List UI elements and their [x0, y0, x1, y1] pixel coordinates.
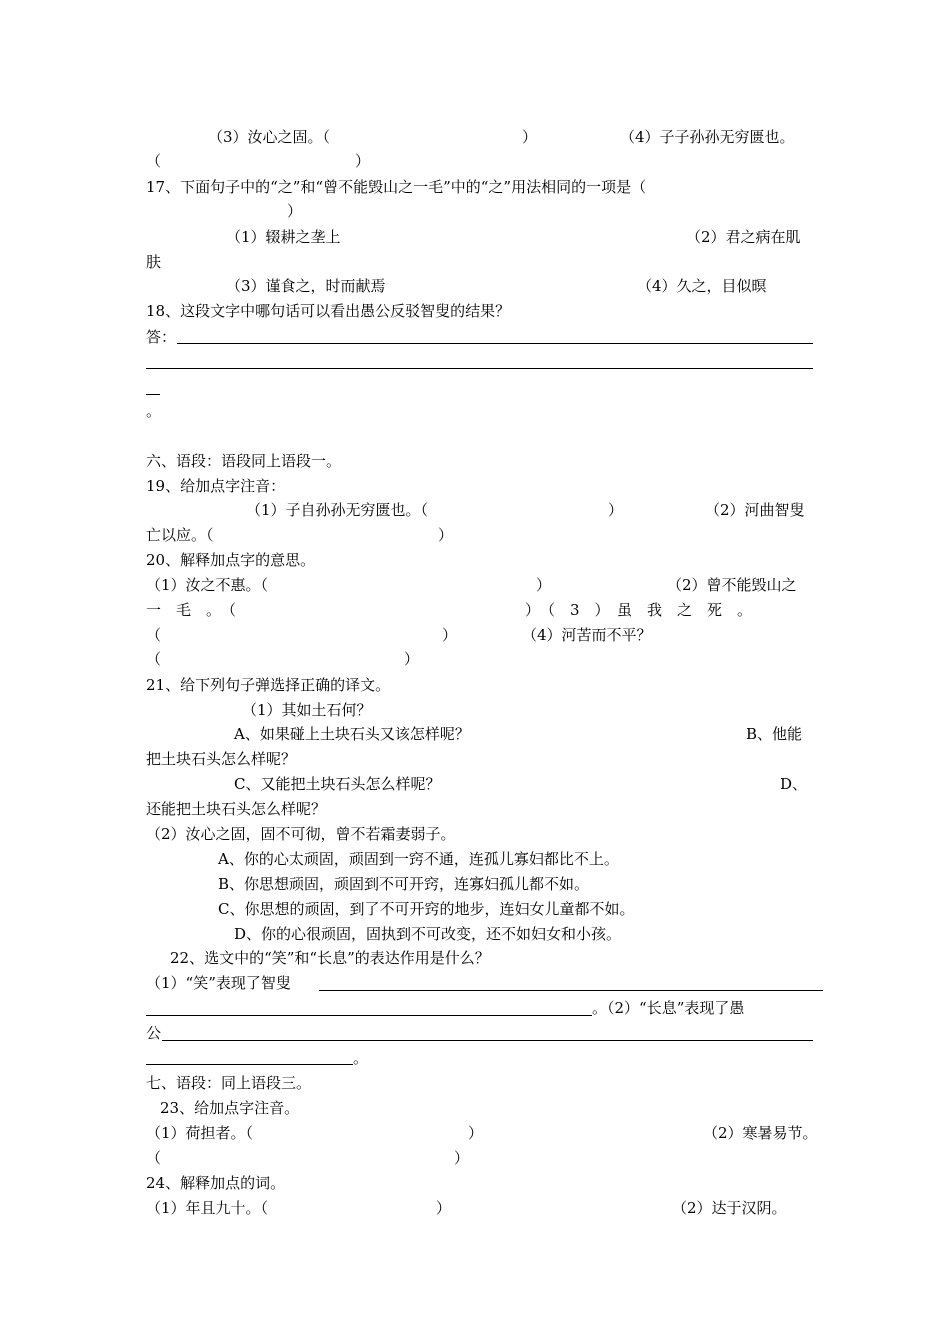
question-20: 20、解释加点字的意思。	[146, 551, 316, 569]
q16-item4-close-paren: ）	[355, 152, 371, 170]
q17-choice-2: （2）君之病在肌	[686, 228, 801, 246]
q19-item-2-cont: 亡以应。（	[146, 526, 214, 544]
q19-item-2: （2）河曲智叟	[705, 501, 805, 519]
q17-choice-4: （4）久之，目似暝	[637, 277, 767, 295]
q20-item-4-open-paren: （	[146, 650, 162, 668]
q20-item-3-open-paren: （	[146, 626, 162, 644]
q21-1-option-a[interactable]: A、如果碰上土块石头又该怎样呢？	[234, 725, 470, 743]
q20-item-1: （1）汝之不惠。（	[146, 576, 269, 594]
question-17-close-paren: ）	[287, 202, 303, 220]
q21-sentence-1: （1）其如土石何？	[242, 701, 372, 719]
question-18: 18、这段文字中哪句话可以看出愚公反驳智叟的结果？	[146, 302, 511, 320]
q20-item-2: （2）曾不能毁山之	[667, 576, 797, 594]
q22-item-2-end: 。	[353, 1049, 369, 1067]
q23-item-1: （1）荷担者。（	[146, 1124, 254, 1142]
q22-item-2-answer-line-2[interactable]	[146, 1064, 353, 1065]
q17-choice-2-cont: 肤	[146, 253, 162, 271]
q24-item-1-close-paren: ）	[436, 1199, 452, 1217]
q16-item4-open-paren: （	[146, 152, 162, 170]
q21-2-option-c[interactable]: C、你思想的顽固，到了不可开窍的地步，连妇女儿童都不如。	[218, 900, 635, 918]
q18-answer-label: 答：	[146, 328, 177, 346]
q18-answer-line-3[interactable]	[146, 394, 160, 395]
q18-answer-end: 。	[146, 402, 162, 420]
q21-1-option-b-cont: 把土块石头怎么样呢？	[146, 750, 297, 768]
q19-item-1-close-paren: ）	[608, 501, 624, 519]
q17-choice-3: （3）谨食之，时而献焉	[226, 277, 386, 295]
q19-item-1: （1）子自孙孙无穷匮也。（	[246, 501, 429, 519]
q21-1-option-b[interactable]: B、他能	[746, 725, 803, 743]
q22-item-2-cont: 公	[146, 1024, 162, 1042]
q23-item-2: （2）寒暑易节。	[703, 1124, 818, 1142]
q21-1-option-d-cont: 还能把土块石头怎么样呢？	[146, 800, 327, 818]
q20-item-3-close-paren: ）	[442, 626, 458, 644]
q23-item-2-close-paren: ）	[454, 1149, 470, 1167]
q18-answer-line-1[interactable]	[177, 343, 813, 344]
q22-item-1: （1）“笑”表现了智叟	[146, 974, 291, 992]
q16-item3-close-paren: ）	[522, 128, 538, 146]
q23-item-2-open-paren: （	[146, 1149, 162, 1167]
q21-2-option-b[interactable]: B、你思想顽固，顽固到不可开窍，连寡妇孤儿都不如。	[218, 875, 590, 893]
q24-item-2: （2）达于汉阴。	[672, 1199, 787, 1217]
q20-item-4-close-paren: ）	[404, 650, 420, 668]
question-17: 17、下面句子中的“之”和“曾不能毁山之一毛”中的“之”用法相同的一项是（	[146, 178, 647, 196]
q22-item-2-answer-line[interactable]	[162, 1040, 813, 1041]
q24-item-1: （1）年且九十。（	[146, 1199, 269, 1217]
q21-sentence-2: （2）汝心之固，固不可彻，曾不若霜妻弱子。	[146, 825, 456, 843]
q20-item-2-cont: 一 毛 。 （	[146, 601, 237, 619]
q21-1-option-d[interactable]: D、	[780, 775, 808, 793]
question-19: 19、给加点字注音：	[146, 477, 286, 495]
q23-item-1-close-paren: ）	[468, 1124, 484, 1142]
question-21: 21、给下列句子弹选择正确的译文。	[146, 676, 391, 694]
q18-answer-line-2[interactable]	[146, 368, 813, 369]
q22-item-1-answer-line[interactable]	[319, 990, 823, 991]
q21-1-option-c[interactable]: C、又能把土块石头怎么样呢？	[234, 775, 441, 793]
q19-item-2-close-paren: ）	[438, 526, 454, 544]
question-23: 23、给加点字注音。	[160, 1099, 300, 1117]
q22-item-1-answer-line-2[interactable]	[146, 1015, 592, 1016]
q20-item-3: ） （ 3 ） 虽 我 之 死 。	[525, 601, 753, 619]
q20-item-1-close-paren: ）	[536, 576, 552, 594]
q17-choice-1: （1）辍耕之垄上	[226, 228, 341, 246]
question-22: 22、选文中的“笑”和“长息”的表达作用是什么？	[170, 949, 490, 967]
section-7-heading: 七、语段：同上语段三。	[146, 1074, 312, 1092]
q22-item-2: 。（2）“长息”表现了愚	[592, 999, 745, 1017]
q16-item3-text: （3）汝心之固。（	[208, 128, 331, 146]
q16-item4-text: （4）子子孙孙无穷匮也。	[620, 128, 795, 146]
q21-2-option-d[interactable]: D、你的心很顽固，固执到不可改变，还不如妇女和小孩。	[234, 925, 622, 943]
q20-item-4: （4）河苦而不平？	[522, 626, 652, 644]
section-6-heading: 六、语段：语段同上语段一。	[146, 452, 342, 470]
question-24: 24、解释加点的词。	[146, 1174, 286, 1192]
q21-2-option-a[interactable]: A、你的心太顽固，顽固到一窍不通，连孤儿寡妇都比不上。	[218, 850, 619, 868]
